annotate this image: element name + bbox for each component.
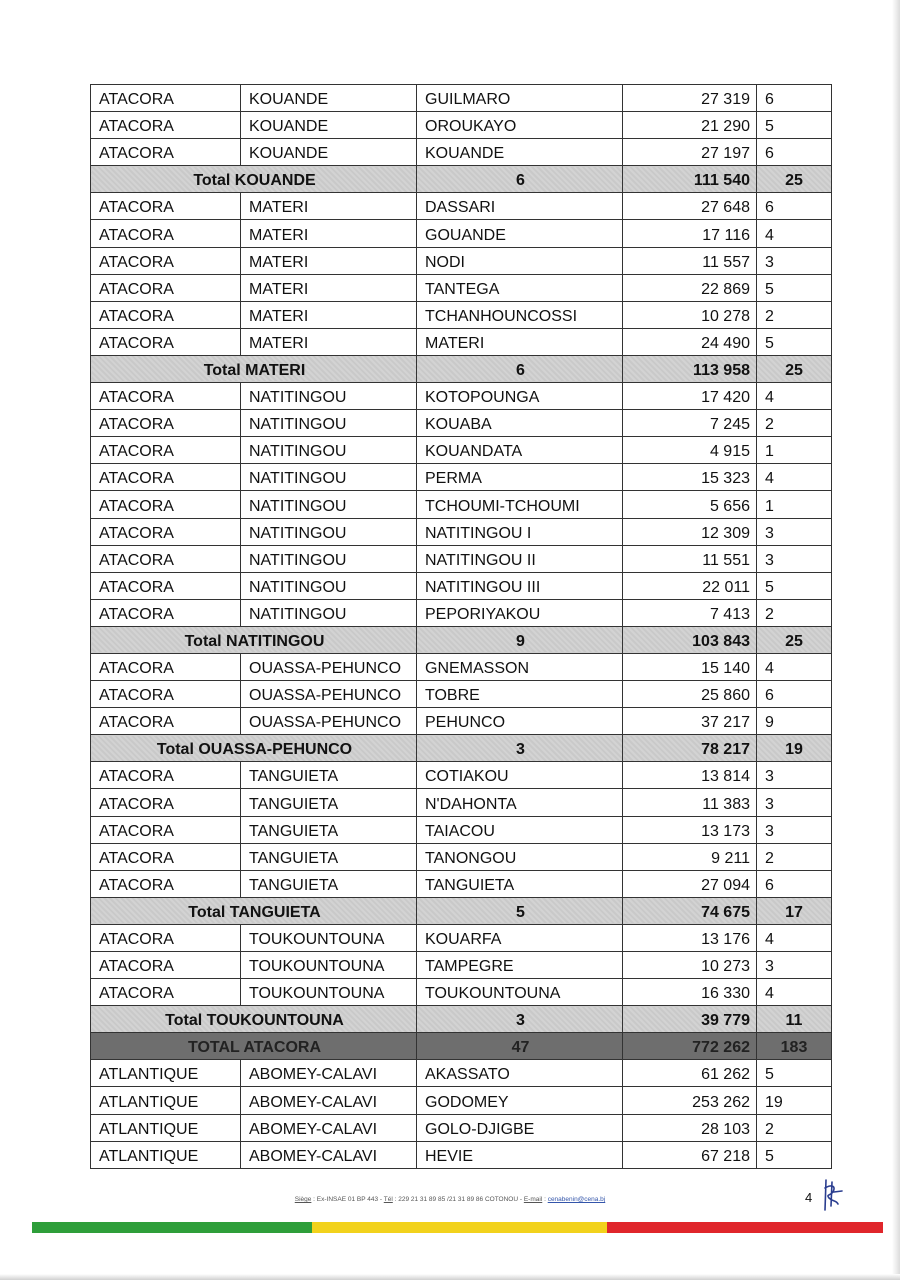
table-row xyxy=(91,545,832,572)
commune-cell: TANGUIETA xyxy=(241,789,417,816)
commune-cell: OUASSA-PEHUNCO xyxy=(241,653,417,680)
voters-cell: 17 116 xyxy=(623,220,757,247)
arrondissement-cell: GUILMARO xyxy=(417,85,623,112)
seats-cell: 3 xyxy=(757,789,832,816)
table-row xyxy=(91,1114,832,1141)
total-arrondissement-count-cell: 5 xyxy=(417,897,623,924)
voters-cell: 4 915 xyxy=(623,437,757,464)
table-row xyxy=(91,518,832,545)
arrondissement-cell: TCHANHOUNCOSSI xyxy=(417,301,623,328)
arrondissement-cell: PERMA xyxy=(417,464,623,491)
total-label-cell: Total MATERI xyxy=(91,355,417,382)
table-row xyxy=(91,762,832,789)
voters-cell: 7 413 xyxy=(623,599,757,626)
arrondissement-cell: NATITINGOU II xyxy=(417,545,623,572)
department-cell: ATACORA xyxy=(91,518,241,545)
total-arrondissement-count-cell: 47 xyxy=(417,1033,623,1060)
arrondissement-cell: KOTOPOUNGA xyxy=(417,383,623,410)
commune-cell: NATITINGOU xyxy=(241,491,417,518)
total-label-cell: Total OUASSA-PEHUNCO xyxy=(91,735,417,762)
seats-cell: 4 xyxy=(757,383,832,410)
voters-cell: 7 245 xyxy=(623,410,757,437)
arrondissement-cell: DASSARI xyxy=(417,193,623,220)
arrondissement-cell: N'DAHONTA xyxy=(417,789,623,816)
seats-cell: 3 xyxy=(757,545,832,572)
table-row xyxy=(91,1060,832,1087)
table-row xyxy=(91,193,832,220)
seats-cell: 4 xyxy=(757,464,832,491)
arrondissement-cell: TANGUIETA xyxy=(417,870,623,897)
commune-cell: ABOMEY-CALAVI xyxy=(241,1141,417,1168)
seats-cell: 2 xyxy=(757,1114,832,1141)
department-cell: ATLANTIQUE xyxy=(91,1060,241,1087)
seats-cell: 5 xyxy=(757,1141,832,1168)
voters-cell: 11 551 xyxy=(623,545,757,572)
commune-cell: NATITINGOU xyxy=(241,437,417,464)
total-label-cell: Total TOUKOUNTOUNA xyxy=(91,1006,417,1033)
table-row xyxy=(91,139,832,166)
seats-cell: 6 xyxy=(757,139,832,166)
flag-stripe-red xyxy=(607,1222,883,1233)
voters-cell: 15 323 xyxy=(623,464,757,491)
arrondissement-cell: KOUABA xyxy=(417,410,623,437)
total-arrondissement-count-cell: 6 xyxy=(417,166,623,193)
commune-cell: KOUANDE xyxy=(241,139,417,166)
commune-cell: NATITINGOU xyxy=(241,599,417,626)
total-seats-cell: 183 xyxy=(757,1033,832,1060)
arrondissement-cell: TAIACOU xyxy=(417,816,623,843)
voters-cell: 22 869 xyxy=(623,274,757,301)
voters-cell: 27 319 xyxy=(623,85,757,112)
arrondissement-cell: NODI xyxy=(417,247,623,274)
table-row xyxy=(91,1141,832,1168)
table-row xyxy=(91,572,832,599)
seats-cell: 2 xyxy=(757,843,832,870)
commune-cell: MATERI xyxy=(241,193,417,220)
voters-cell: 10 273 xyxy=(623,952,757,979)
seats-cell: 4 xyxy=(757,220,832,247)
arrondissement-cell: TOUKOUNTOUNA xyxy=(417,979,623,1006)
department-cell: ATACORA xyxy=(91,653,241,680)
voters-cell: 13 173 xyxy=(623,816,757,843)
footer-email-label: E-mail xyxy=(523,1196,543,1203)
voters-cell: 13 176 xyxy=(623,924,757,951)
seats-cell: 3 xyxy=(757,762,832,789)
commune-cell: MATERI xyxy=(241,328,417,355)
commune-cell: NATITINGOU xyxy=(241,410,417,437)
department-cell: ATLANTIQUE xyxy=(91,1114,241,1141)
subtotal-row xyxy=(91,735,832,762)
seats-cell: 6 xyxy=(757,85,832,112)
arrondissement-cell: COTIAKOU xyxy=(417,762,623,789)
total-label-cell: Total KOUANDE xyxy=(91,166,417,193)
commune-cell: MATERI xyxy=(241,274,417,301)
total-voters-cell: 772 262 xyxy=(623,1033,757,1060)
voters-cell: 15 140 xyxy=(623,653,757,680)
commune-cell: NATITINGOU xyxy=(241,518,417,545)
commune-cell: ABOMEY-CALAVI xyxy=(241,1114,417,1141)
arrondissement-cell: GOUANDE xyxy=(417,220,623,247)
arrondissement-cell: GODOMEY xyxy=(417,1087,623,1114)
subtotal-row xyxy=(91,355,832,382)
voters-cell: 28 103 xyxy=(623,1114,757,1141)
subtotal-row xyxy=(91,1006,832,1033)
voters-cell: 11 383 xyxy=(623,789,757,816)
total-voters-cell: 113 958 xyxy=(623,355,757,382)
commune-cell: TANGUIETA xyxy=(241,843,417,870)
arrondissement-cell: AKASSATO xyxy=(417,1060,623,1087)
table-row xyxy=(91,491,832,518)
total-seats-cell: 17 xyxy=(757,897,832,924)
seats-cell: 2 xyxy=(757,410,832,437)
commune-cell: NATITINGOU xyxy=(241,383,417,410)
table-row xyxy=(91,924,832,951)
arrondissement-cell: TANONGOU xyxy=(417,843,623,870)
page-number: 4 xyxy=(805,1190,813,1205)
total-arrondissement-count-cell: 9 xyxy=(417,626,623,653)
total-seats-cell: 25 xyxy=(757,626,832,653)
commune-cell: NATITINGOU xyxy=(241,545,417,572)
arrondissement-cell: MATERI xyxy=(417,328,623,355)
commune-cell: TANGUIETA xyxy=(241,870,417,897)
department-cell: ATACORA xyxy=(91,599,241,626)
table-row xyxy=(91,437,832,464)
voters-cell: 12 309 xyxy=(623,518,757,545)
commune-cell: NATITINGOU xyxy=(241,572,417,599)
department-cell: ATACORA xyxy=(91,274,241,301)
department-cell: ATACORA xyxy=(91,85,241,112)
table-row xyxy=(91,1087,832,1114)
department-cell: ATACORA xyxy=(91,979,241,1006)
seats-cell: 6 xyxy=(757,870,832,897)
commune-cell: NATITINGOU xyxy=(241,464,417,491)
results-table-body xyxy=(91,85,832,1169)
department-cell: ATACORA xyxy=(91,410,241,437)
department-cell: ATACORA xyxy=(91,328,241,355)
department-cell: ATACORA xyxy=(91,789,241,816)
department-cell: ATACORA xyxy=(91,870,241,897)
table-row xyxy=(91,979,832,1006)
total-voters-cell: 39 779 xyxy=(623,1006,757,1033)
total-arrondissement-count-cell: 3 xyxy=(417,1006,623,1033)
voters-cell: 16 330 xyxy=(623,979,757,1006)
footer-siege-text: : Ex-INSAE 01 BP 443 - xyxy=(311,1196,384,1203)
voters-cell: 17 420 xyxy=(623,383,757,410)
arrondissement-cell: TANTEGA xyxy=(417,274,623,301)
voters-cell: 61 262 xyxy=(623,1060,757,1087)
seats-cell: 5 xyxy=(757,274,832,301)
seats-cell: 1 xyxy=(757,437,832,464)
footer-siege-label: Siège xyxy=(294,1196,312,1203)
voters-cell: 22 011 xyxy=(623,572,757,599)
voters-cell: 11 557 xyxy=(623,247,757,274)
seats-cell: 5 xyxy=(757,112,832,139)
arrondissement-cell: KOUANDE xyxy=(417,139,623,166)
table-row xyxy=(91,843,832,870)
seats-cell: 4 xyxy=(757,653,832,680)
footer-tel-text: : 229 21 31 89 85 /21 31 89 86 COTONOU - xyxy=(392,1196,524,1203)
footer-email-sep: : xyxy=(542,1196,548,1203)
total-voters-cell: 111 540 xyxy=(623,166,757,193)
voters-cell: 21 290 xyxy=(623,112,757,139)
grand-total-row xyxy=(91,1033,832,1060)
department-cell: ATLANTIQUE xyxy=(91,1141,241,1168)
arrondissement-cell: HEVIE xyxy=(417,1141,623,1168)
total-label-cell: Total NATITINGOU xyxy=(91,626,417,653)
department-cell: ATACORA xyxy=(91,220,241,247)
seats-cell: 5 xyxy=(757,328,832,355)
seats-cell: 9 xyxy=(757,708,832,735)
department-cell: ATACORA xyxy=(91,247,241,274)
arrondissement-cell: TOBRE xyxy=(417,681,623,708)
department-cell: ATACORA xyxy=(91,193,241,220)
commune-cell: MATERI xyxy=(241,301,417,328)
total-seats-cell: 19 xyxy=(757,735,832,762)
voters-cell: 37 217 xyxy=(623,708,757,735)
department-cell: ATACORA xyxy=(91,843,241,870)
arrondissement-cell: GNEMASSON xyxy=(417,653,623,680)
commune-cell: KOUANDE xyxy=(241,112,417,139)
table-row xyxy=(91,383,832,410)
table-row xyxy=(91,681,832,708)
subtotal-row xyxy=(91,626,832,653)
total-seats-cell: 11 xyxy=(757,1006,832,1033)
department-cell: ATACORA xyxy=(91,545,241,572)
total-arrondissement-count-cell: 6 xyxy=(417,355,623,382)
total-seats-cell: 25 xyxy=(757,355,832,382)
total-label-cell: TOTAL ATACORA xyxy=(91,1033,417,1060)
total-voters-cell: 103 843 xyxy=(623,626,757,653)
seats-cell: 3 xyxy=(757,247,832,274)
footer-tel-label: Tél xyxy=(383,1196,393,1203)
results-table xyxy=(90,84,832,1169)
table-row xyxy=(91,301,832,328)
table-row xyxy=(91,952,832,979)
table-row xyxy=(91,464,832,491)
seats-cell: 5 xyxy=(757,572,832,599)
commune-cell: TOUKOUNTOUNA xyxy=(241,952,417,979)
commune-cell: KOUANDE xyxy=(241,85,417,112)
table-row xyxy=(91,328,832,355)
seats-cell: 2 xyxy=(757,301,832,328)
footer-email-link[interactable]: cenabenin@cena.bj xyxy=(547,1196,606,1203)
arrondissement-cell: GOLO-DJIGBE xyxy=(417,1114,623,1141)
voters-cell: 67 218 xyxy=(623,1141,757,1168)
table-row xyxy=(91,708,832,735)
arrondissement-cell: TAMPEGRE xyxy=(417,952,623,979)
seats-cell: 2 xyxy=(757,599,832,626)
arrondissement-cell: TCHOUMI-TCHOUMI xyxy=(417,491,623,518)
voters-cell: 10 278 xyxy=(623,301,757,328)
table-row xyxy=(91,870,832,897)
voters-cell: 27 197 xyxy=(623,139,757,166)
voters-cell: 27 648 xyxy=(623,193,757,220)
total-arrondissement-count-cell: 3 xyxy=(417,735,623,762)
handwritten-initials-icon xyxy=(820,1178,844,1212)
department-cell: ATACORA xyxy=(91,464,241,491)
commune-cell: OUASSA-PEHUNCO xyxy=(241,681,417,708)
table-row xyxy=(91,274,832,301)
seats-cell: 3 xyxy=(757,952,832,979)
commune-cell: TANGUIETA xyxy=(241,816,417,843)
seats-cell: 6 xyxy=(757,193,832,220)
subtotal-row xyxy=(91,897,832,924)
voters-cell: 24 490 xyxy=(623,328,757,355)
arrondissement-cell: PEHUNCO xyxy=(417,708,623,735)
seats-cell: 4 xyxy=(757,979,832,1006)
page-footer xyxy=(0,1196,900,1203)
department-cell: ATACORA xyxy=(91,952,241,979)
table-row xyxy=(91,220,832,247)
commune-cell: TANGUIETA xyxy=(241,762,417,789)
total-voters-cell: 74 675 xyxy=(623,897,757,924)
commune-cell: ABOMEY-CALAVI xyxy=(241,1087,417,1114)
arrondissement-cell: NATITINGOU III xyxy=(417,572,623,599)
department-cell: ATACORA xyxy=(91,762,241,789)
seats-cell: 4 xyxy=(757,924,832,951)
seats-cell: 3 xyxy=(757,518,832,545)
commune-cell: MATERI xyxy=(241,220,417,247)
voters-cell: 253 262 xyxy=(623,1087,757,1114)
department-cell: ATACORA xyxy=(91,681,241,708)
voters-cell: 5 656 xyxy=(623,491,757,518)
page-edge-shadow xyxy=(892,0,900,1280)
arrondissement-cell: PEPORIYAKOU xyxy=(417,599,623,626)
table-row xyxy=(91,653,832,680)
subtotal-row xyxy=(91,166,832,193)
table-row xyxy=(91,247,832,274)
department-cell: ATLANTIQUE xyxy=(91,1087,241,1114)
arrondissement-cell: OROUKAYO xyxy=(417,112,623,139)
department-cell: ATACORA xyxy=(91,572,241,599)
department-cell: ATACORA xyxy=(91,816,241,843)
commune-cell: OUASSA-PEHUNCO xyxy=(241,708,417,735)
seats-cell: 5 xyxy=(757,1060,832,1087)
arrondissement-cell: KOUANDATA xyxy=(417,437,623,464)
department-cell: ATACORA xyxy=(91,112,241,139)
flag-stripe-yellow xyxy=(312,1222,607,1233)
commune-cell: TOUKOUNTOUNA xyxy=(241,924,417,951)
commune-cell: ABOMEY-CALAVI xyxy=(241,1060,417,1087)
voters-cell: 27 094 xyxy=(623,870,757,897)
table-row xyxy=(91,85,832,112)
department-cell: ATACORA xyxy=(91,139,241,166)
flag-stripe-green xyxy=(32,1222,312,1233)
department-cell: ATACORA xyxy=(91,437,241,464)
commune-cell: TOUKOUNTOUNA xyxy=(241,979,417,1006)
seats-cell: 6 xyxy=(757,681,832,708)
department-cell: ATACORA xyxy=(91,708,241,735)
arrondissement-cell: NATITINGOU I xyxy=(417,518,623,545)
seats-cell: 3 xyxy=(757,816,832,843)
department-cell: ATACORA xyxy=(91,301,241,328)
table-row xyxy=(91,816,832,843)
department-cell: ATACORA xyxy=(91,383,241,410)
table-row xyxy=(91,599,832,626)
page-bottom-shadow xyxy=(0,1274,900,1280)
table-row xyxy=(91,112,832,139)
table-row xyxy=(91,789,832,816)
total-label-cell: Total TANGUIETA xyxy=(91,897,417,924)
commune-cell: MATERI xyxy=(241,247,417,274)
voters-cell: 25 860 xyxy=(623,681,757,708)
total-seats-cell: 25 xyxy=(757,166,832,193)
voters-cell: 9 211 xyxy=(623,843,757,870)
voters-cell: 13 814 xyxy=(623,762,757,789)
seats-cell: 19 xyxy=(757,1087,832,1114)
arrondissement-cell: KOUARFA xyxy=(417,924,623,951)
department-cell: ATACORA xyxy=(91,491,241,518)
total-voters-cell: 78 217 xyxy=(623,735,757,762)
seats-cell: 1 xyxy=(757,491,832,518)
department-cell: ATACORA xyxy=(91,924,241,951)
table-row xyxy=(91,410,832,437)
